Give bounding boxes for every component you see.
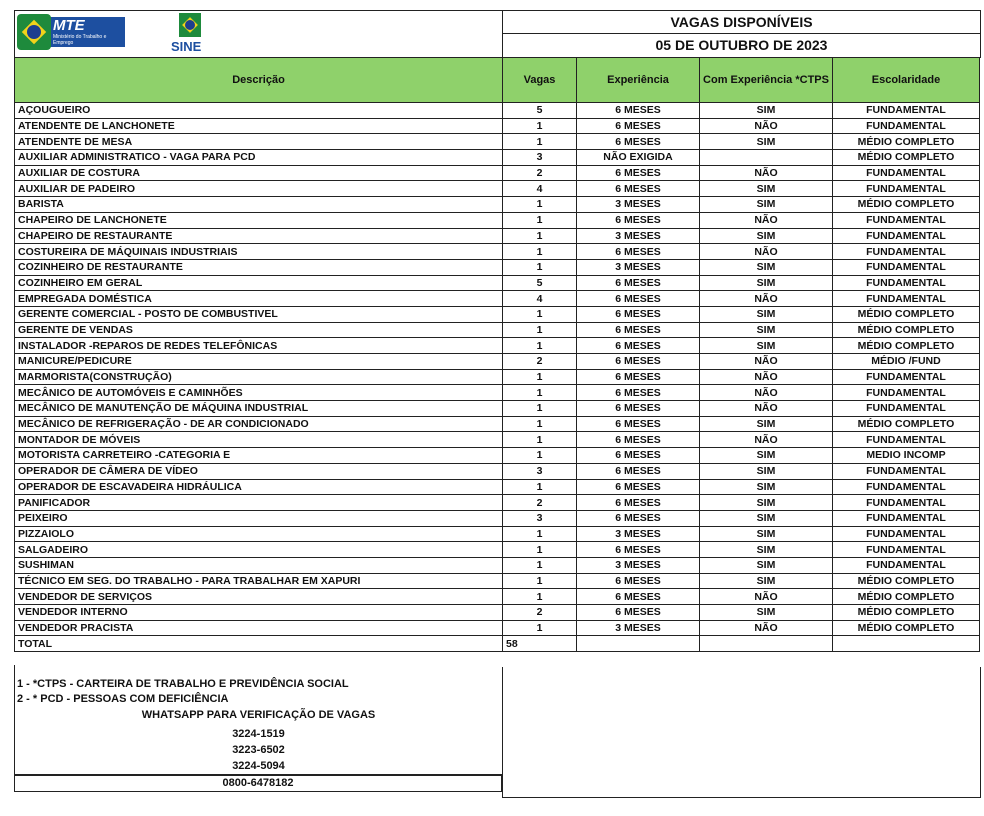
vagas-cell: 1 — [503, 557, 577, 573]
job-title-cell: AUXILIAR DE PADEIRO — [15, 181, 503, 197]
vagas-cell: 1 — [503, 338, 577, 354]
sine-logo — [169, 13, 215, 55]
page-date: 05 DE OUTUBRO DE 2023 — [655, 37, 828, 53]
education-cell: FUNDAMENTAL — [833, 291, 980, 307]
table-row — [15, 557, 980, 573]
vagas-cell: 1 — [503, 385, 577, 401]
vagas-cell: 1 — [503, 197, 577, 213]
job-title-cell: COZINHEIRO EM GERAL — [15, 275, 503, 291]
vagas-cell: 1 — [503, 432, 577, 448]
job-title-cell: AUXILIAR ADMINISTRATICO - VAGA PARA PCD — [15, 150, 503, 166]
ctps-cell: NÃO — [700, 432, 833, 448]
mte-logo-subtext: Ministério do Trabalho e Emprego — [53, 34, 107, 46]
ctps-cell: SIM — [700, 557, 833, 573]
mte-logo-box — [47, 17, 125, 47]
vagas-cell: 1 — [503, 589, 577, 605]
logo-area — [14, 10, 503, 58]
ctps-cell: SIM — [700, 306, 833, 322]
experience-cell: 6 MESES — [577, 573, 700, 589]
experience-cell: 6 MESES — [577, 103, 700, 119]
vagas-cell: 1 — [503, 401, 577, 417]
experience-cell: 6 MESES — [577, 401, 700, 417]
education-cell: FUNDAMENTAL — [833, 510, 980, 526]
experience-cell: 6 MESES — [577, 181, 700, 197]
ctps-cell: SIM — [700, 542, 833, 558]
job-title-cell: PANIFICADOR — [15, 495, 503, 511]
experience-cell: 6 MESES — [577, 605, 700, 621]
education-cell: FUNDAMENTAL — [833, 259, 980, 275]
table-row — [15, 479, 980, 495]
education-cell: MÉDIO COMPLETO — [833, 134, 980, 150]
col-header-escolaridade: Escolaridade — [833, 58, 980, 103]
education-cell: FUNDAMENTAL — [833, 385, 980, 401]
job-title-cell: MECÂNICO DE MANUTENÇÃO DE MÁQUINA INDUSTRIAL — [15, 401, 503, 417]
table-row — [15, 432, 980, 448]
experience-cell: 6 MESES — [577, 291, 700, 307]
job-title-cell: MARMORISTA(CONSTRUÇÃO) — [15, 369, 503, 385]
experience-cell: 6 MESES — [577, 165, 700, 181]
table-row — [15, 181, 980, 197]
ctps-cell: NÃO — [700, 369, 833, 385]
table-row — [15, 134, 980, 150]
vagas-cell: 3 — [503, 510, 577, 526]
vagas-cell: 4 — [503, 181, 577, 197]
col-header-experiencia: Experiência — [577, 58, 700, 103]
table-row — [15, 306, 980, 322]
vagas-cell: 1 — [503, 448, 577, 464]
ctps-cell: NÃO — [700, 620, 833, 636]
vagas-cell: 3 — [503, 150, 577, 166]
vagas-cell: 1 — [503, 306, 577, 322]
ctps-cell: SIM — [700, 322, 833, 338]
table-row — [15, 228, 980, 244]
ctps-cell: SIM — [700, 197, 833, 213]
table-row — [15, 605, 980, 621]
ctps-cell: SIM — [700, 573, 833, 589]
ctps-cell: NÃO — [700, 165, 833, 181]
education-cell: FUNDAMENTAL — [833, 495, 980, 511]
education-cell: FUNDAMENTAL — [833, 103, 980, 119]
education-cell: FUNDAMENTAL — [833, 228, 980, 244]
ctps-cell: NÃO — [700, 118, 833, 134]
education-cell: FUNDAMENTAL — [833, 463, 980, 479]
education-cell: FUNDAMENTAL — [833, 542, 980, 558]
vagas-cell: 4 — [503, 291, 577, 307]
brazil-flag-icon — [179, 13, 201, 37]
job-title-cell: AÇOUGUEIRO — [15, 103, 503, 119]
education-cell: FUNDAMENTAL — [833, 557, 980, 573]
table-row — [15, 589, 980, 605]
job-title-cell: VENDEDOR INTERNO — [15, 605, 503, 621]
experience-cell: 6 MESES — [577, 354, 700, 370]
experience-cell: 6 MESES — [577, 244, 700, 260]
experience-cell: 6 MESES — [577, 118, 700, 134]
job-title-cell: CHAPEIRO DE LANCHONETE — [15, 212, 503, 228]
job-title-cell: GERENTE COMERCIAL - POSTO DE COMBUSTIVEL — [15, 306, 503, 322]
vagas-cell: 3 — [503, 463, 577, 479]
table-row — [15, 385, 980, 401]
job-title-cell: COSTUREIRA DE MÁQUINAIS INDUSTRIAIS — [15, 244, 503, 260]
vagas-cell: 1 — [503, 118, 577, 134]
right-empty-area — [502, 667, 981, 798]
table-row — [15, 369, 980, 385]
empty-cell — [577, 636, 700, 652]
education-cell: MÉDIO COMPLETO — [833, 338, 980, 354]
vacancies-table — [14, 57, 980, 652]
job-title-cell: EMPREGADA DOMÉSTICA — [15, 291, 503, 307]
experience-cell: 6 MESES — [577, 322, 700, 338]
table-row — [15, 244, 980, 260]
notes-box — [14, 665, 502, 775]
phone-number: 3224-5094 — [232, 760, 285, 772]
ctps-cell: SIM — [700, 228, 833, 244]
vagas-cell: 1 — [503, 526, 577, 542]
education-cell: MÉDIO COMPLETO — [833, 197, 980, 213]
table-row — [15, 259, 980, 275]
education-cell: MÉDIO COMPLETO — [833, 573, 980, 589]
tollfree-number: 0800-6478182 — [14, 775, 502, 792]
education-cell: MÉDIO COMPLETO — [833, 322, 980, 338]
education-cell: FUNDAMENTAL — [833, 212, 980, 228]
vagas-cell: 1 — [503, 416, 577, 432]
title-box — [502, 10, 981, 58]
table-row — [15, 401, 980, 417]
vagas-cell: 5 — [503, 103, 577, 119]
vagas-cell: 2 — [503, 165, 577, 181]
experience-cell: 6 MESES — [577, 275, 700, 291]
ctps-cell: SIM — [700, 181, 833, 197]
job-title-cell: BARISTA — [15, 197, 503, 213]
header — [14, 10, 980, 57]
ctps-cell: SIM — [700, 338, 833, 354]
table-body — [15, 103, 980, 636]
ctps-cell: NÃO — [700, 589, 833, 605]
education-cell: MÉDIO COMPLETO — [833, 620, 980, 636]
job-title-cell: AUXILIAR DE COSTURA — [15, 165, 503, 181]
experience-cell: 3 MESES — [577, 557, 700, 573]
vagas-cell: 1 — [503, 322, 577, 338]
experience-cell: 6 MESES — [577, 385, 700, 401]
table-row — [15, 510, 980, 526]
table-row — [15, 275, 980, 291]
ctps-cell: NÃO — [700, 291, 833, 307]
ctps-cell: NÃO — [700, 212, 833, 228]
table-row — [15, 338, 980, 354]
experience-cell: 6 MESES — [577, 495, 700, 511]
table-row — [15, 103, 980, 119]
experience-cell: NÃO EXIGIDA — [577, 150, 700, 166]
job-title-cell: MOTORISTA CARRETEIRO -CATEGORIA E — [15, 448, 503, 464]
vagas-cell: 1 — [503, 244, 577, 260]
vagas-cell: 2 — [503, 495, 577, 511]
experience-cell: 6 MESES — [577, 212, 700, 228]
job-title-cell: VENDEDOR PRACISTA — [15, 620, 503, 636]
ctps-cell: NÃO — [700, 401, 833, 417]
col-header-descricao: Descrição — [15, 58, 503, 103]
education-cell: MÉDIO COMPLETO — [833, 150, 980, 166]
experience-cell: 6 MESES — [577, 448, 700, 464]
whatsapp-label: WHATSAPP PARA VERIFICAÇÃO DE VAGAS — [141, 709, 376, 721]
table-row — [15, 322, 980, 338]
job-title-cell: OPERADOR DE CÂMERA DE VÍDEO — [15, 463, 503, 479]
job-listing-sheet — [14, 10, 980, 789]
ctps-cell: SIM — [700, 526, 833, 542]
vagas-cell: 1 — [503, 479, 577, 495]
education-cell: MÉDIO /FUND — [833, 354, 980, 370]
vagas-cell: 1 — [503, 542, 577, 558]
education-cell: FUNDAMENTAL — [833, 432, 980, 448]
table-row — [15, 197, 980, 213]
job-title-cell: SALGADEIRO — [15, 542, 503, 558]
experience-cell: 6 MESES — [577, 463, 700, 479]
ctps-cell: NÃO — [700, 385, 833, 401]
experience-cell: 3 MESES — [577, 228, 700, 244]
job-title-cell: MONTADOR DE MÓVEIS — [15, 432, 503, 448]
vagas-cell: 1 — [503, 228, 577, 244]
job-title-cell: PIZZAIOLO — [15, 526, 503, 542]
education-cell: FUNDAMENTAL — [833, 275, 980, 291]
education-cell: MÉDIO COMPLETO — [833, 306, 980, 322]
experience-cell: 6 MESES — [577, 479, 700, 495]
ctps-cell: SIM — [700, 448, 833, 464]
experience-cell: 3 MESES — [577, 620, 700, 636]
job-title-cell: VENDEDOR DE SERVIÇOS — [15, 589, 503, 605]
experience-cell: 6 MESES — [577, 432, 700, 448]
total-value: 58 — [503, 636, 577, 652]
vagas-cell: 1 — [503, 212, 577, 228]
vagas-cell: 1 — [503, 573, 577, 589]
experience-cell: 6 MESES — [577, 338, 700, 354]
mte-logo-text: MTE — [53, 17, 85, 34]
education-cell: MEDIO INCOMP — [833, 448, 980, 464]
experience-cell: 6 MESES — [577, 589, 700, 605]
ctps-cell: SIM — [700, 259, 833, 275]
experience-cell: 3 MESES — [577, 526, 700, 542]
ctps-cell: SIM — [700, 134, 833, 150]
phone-number: 3224-1519 — [232, 728, 285, 740]
table-row — [15, 463, 980, 479]
empty-cell — [700, 636, 833, 652]
empty-cell — [833, 636, 980, 652]
experience-cell: 6 MESES — [577, 542, 700, 558]
vagas-cell: 1 — [503, 134, 577, 150]
education-cell: FUNDAMENTAL — [833, 401, 980, 417]
experience-cell: 6 MESES — [577, 369, 700, 385]
table-row — [15, 448, 980, 464]
ctps-cell: SIM — [700, 605, 833, 621]
ctps-cell: NÃO — [700, 244, 833, 260]
experience-cell: 6 MESES — [577, 510, 700, 526]
vagas-cell: 5 — [503, 275, 577, 291]
ctps-cell: SIM — [700, 510, 833, 526]
ctps-cell: SIM — [700, 495, 833, 511]
experience-cell: 3 MESES — [577, 197, 700, 213]
job-title-cell: CHAPEIRO DE RESTAURANTE — [15, 228, 503, 244]
education-cell: MÉDIO COMPLETO — [833, 589, 980, 605]
table-row — [15, 354, 980, 370]
table-row — [15, 291, 980, 307]
experience-cell: 3 MESES — [577, 259, 700, 275]
job-title-cell: TÉCNICO EM SEG. DO TRABALHO - PARA TRABALHAR EM XAPURI — [15, 573, 503, 589]
note-ctps: 1 - *CTPS - CARTEIRA DE TRABALHO E PREVIDÊNCIA SOCIAL — [17, 678, 349, 690]
job-title-cell: SUSHIMAN — [15, 557, 503, 573]
col-header-vagas: Vagas — [503, 58, 577, 103]
education-cell: FUNDAMENTAL — [833, 369, 980, 385]
total-row — [15, 636, 980, 652]
table-row — [15, 212, 980, 228]
total-label: TOTAL — [15, 636, 503, 652]
table-row — [15, 118, 980, 134]
education-cell: FUNDAMENTAL — [833, 181, 980, 197]
ctps-cell: NÃO — [700, 354, 833, 370]
table-row — [15, 620, 980, 636]
vagas-cell: 2 — [503, 354, 577, 370]
job-title-cell: COZINHEIRO DE RESTAURANTE — [15, 259, 503, 275]
brazil-flag-icon — [17, 14, 51, 50]
job-title-cell: INSTALADOR -REPAROS DE REDES TELEFÔNICAS — [15, 338, 503, 354]
phone-number: 3223-6502 — [232, 744, 285, 756]
col-header-com-experiencia: Com Experiência *CTPS — [700, 58, 833, 103]
ctps-cell — [700, 150, 833, 166]
job-title-cell: MECÂNICO DE AUTOMÓVEIS E CAMINHÕES — [15, 385, 503, 401]
education-cell: FUNDAMENTAL — [833, 118, 980, 134]
experience-cell: 6 MESES — [577, 306, 700, 322]
job-title-cell: PEIXEIRO — [15, 510, 503, 526]
education-cell: FUNDAMENTAL — [833, 165, 980, 181]
table-row — [15, 542, 980, 558]
vagas-cell: 1 — [503, 259, 577, 275]
notes-section — [14, 665, 502, 792]
education-cell: MÉDIO COMPLETO — [833, 416, 980, 432]
mte-logo — [17, 14, 125, 50]
vagas-cell: 1 — [503, 369, 577, 385]
job-title-cell: MECÂNICO DE REFRIGERAÇÃO - DE AR CONDICIONADO — [15, 416, 503, 432]
note-pcd: 2 - * PCD - PESSOAS COM DEFICIÊNCIA — [17, 693, 229, 705]
job-title-cell: MANICURE/PEDICURE — [15, 354, 503, 370]
table-row — [15, 573, 980, 589]
ctps-cell: SIM — [700, 275, 833, 291]
table-row — [15, 165, 980, 181]
vagas-cell: 1 — [503, 620, 577, 636]
education-cell: MÉDIO COMPLETO — [833, 605, 980, 621]
table-row — [15, 416, 980, 432]
sine-logo-text: SINE — [171, 39, 202, 54]
ctps-cell: SIM — [700, 479, 833, 495]
experience-cell: 6 MESES — [577, 416, 700, 432]
job-title-cell: OPERADOR DE ESCAVADEIRA HIDRÁULICA — [15, 479, 503, 495]
table-row — [15, 495, 980, 511]
ctps-cell: SIM — [700, 103, 833, 119]
education-cell: FUNDAMENTAL — [833, 526, 980, 542]
table-header-row — [15, 58, 980, 103]
table-row — [15, 150, 980, 166]
education-cell: FUNDAMENTAL — [833, 479, 980, 495]
education-cell: FUNDAMENTAL — [833, 244, 980, 260]
job-title-cell: ATENDENTE DE MESA — [15, 134, 503, 150]
page-title: VAGAS DISPONÍVEIS — [503, 11, 980, 34]
ctps-cell: SIM — [700, 463, 833, 479]
vagas-cell: 2 — [503, 605, 577, 621]
ctps-cell: SIM — [700, 416, 833, 432]
job-title-cell: GERENTE DE VENDAS — [15, 322, 503, 338]
experience-cell: 6 MESES — [577, 134, 700, 150]
table-row — [15, 526, 980, 542]
job-title-cell: ATENDENTE DE LANCHONETE — [15, 118, 503, 134]
